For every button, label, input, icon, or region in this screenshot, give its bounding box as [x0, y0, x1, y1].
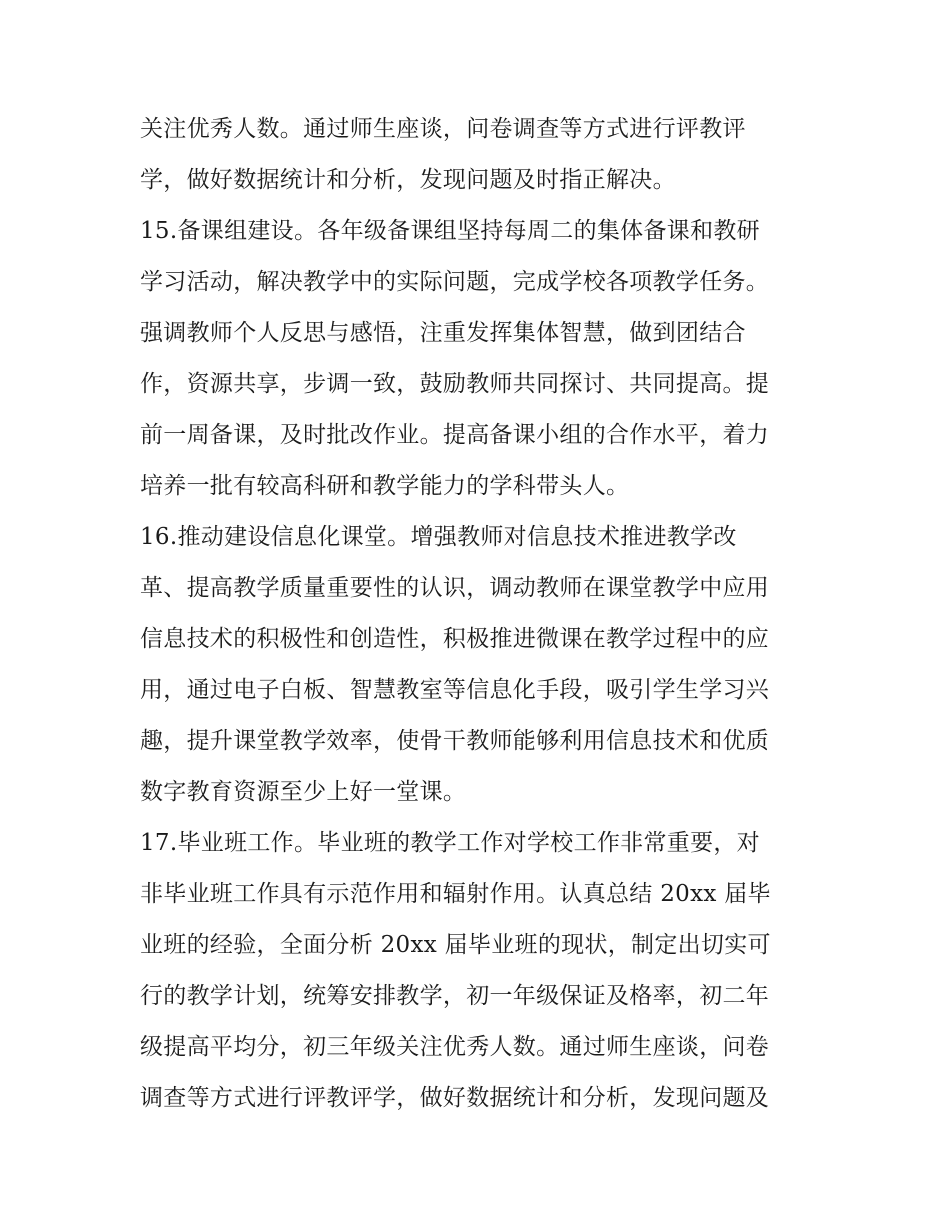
text-line: 强调教师个人反思与感悟，注重发挥集体智慧，做到团结合	[140, 320, 746, 346]
text-line: 16.推动建设信息化课堂。增强教师对信息技术推进教学改	[140, 524, 737, 550]
text-line: 调查等方式进行评教评学，做好数据统计和分析，发现问题及	[140, 1085, 770, 1111]
text-line: 非毕业班工作具有示范作用和辐射作用。认真总结 20xx 届毕	[140, 881, 771, 907]
text-line: 数字教育资源至少上好一堂课。	[140, 779, 467, 805]
text-line: 业班的经验，全面分析 20xx 届毕业班的现状，制定出切实可	[140, 932, 771, 958]
text-line: 用，通过电子白板、智慧教室等信息化手段，吸引学生学习兴	[140, 677, 770, 703]
text-line: 关注优秀人数。通过师生座谈，问卷调查等方式进行评教评	[140, 116, 746, 142]
text-line: 培养一批有较高科研和教学能力的学科带头人。	[140, 473, 630, 499]
text-line: 15.备课组建设。各年级备课组坚持每周二的集体备课和教研	[140, 218, 760, 244]
text-line: 作，资源共享，步调一致，鼓励教师共同探讨、共同提高。提	[140, 371, 770, 397]
text-line: 信息技术的积极性和创造性，积极推进微课在教学过程中的应	[140, 626, 770, 652]
text-line: 学，做好数据统计和分析，发现问题及时指正解决。	[140, 167, 676, 193]
text-line: 革、提高教学质量重要性的认识，调动教师在课堂教学中应用	[140, 575, 770, 601]
text-line: 学习活动，解决教学中的实际问题，完成学校各项教学任务。	[140, 269, 770, 295]
text-line: 趣，提升课堂教学效率，使骨干教师能够利用信息技术和优质	[140, 728, 770, 754]
text-line: 前一周备课，及时批改作业。提高备课小组的合作水平，着力	[140, 422, 770, 448]
text-line: 17.毕业班工作。毕业班的教学工作对学校工作非常重要，对	[140, 830, 760, 856]
text-line: 行的教学计划，统筹安排教学，初一年级保证及格率，初二年	[140, 983, 770, 1009]
text-line: 级提高平均分，初三年级关注优秀人数。通过师生座谈，问卷	[140, 1034, 770, 1060]
